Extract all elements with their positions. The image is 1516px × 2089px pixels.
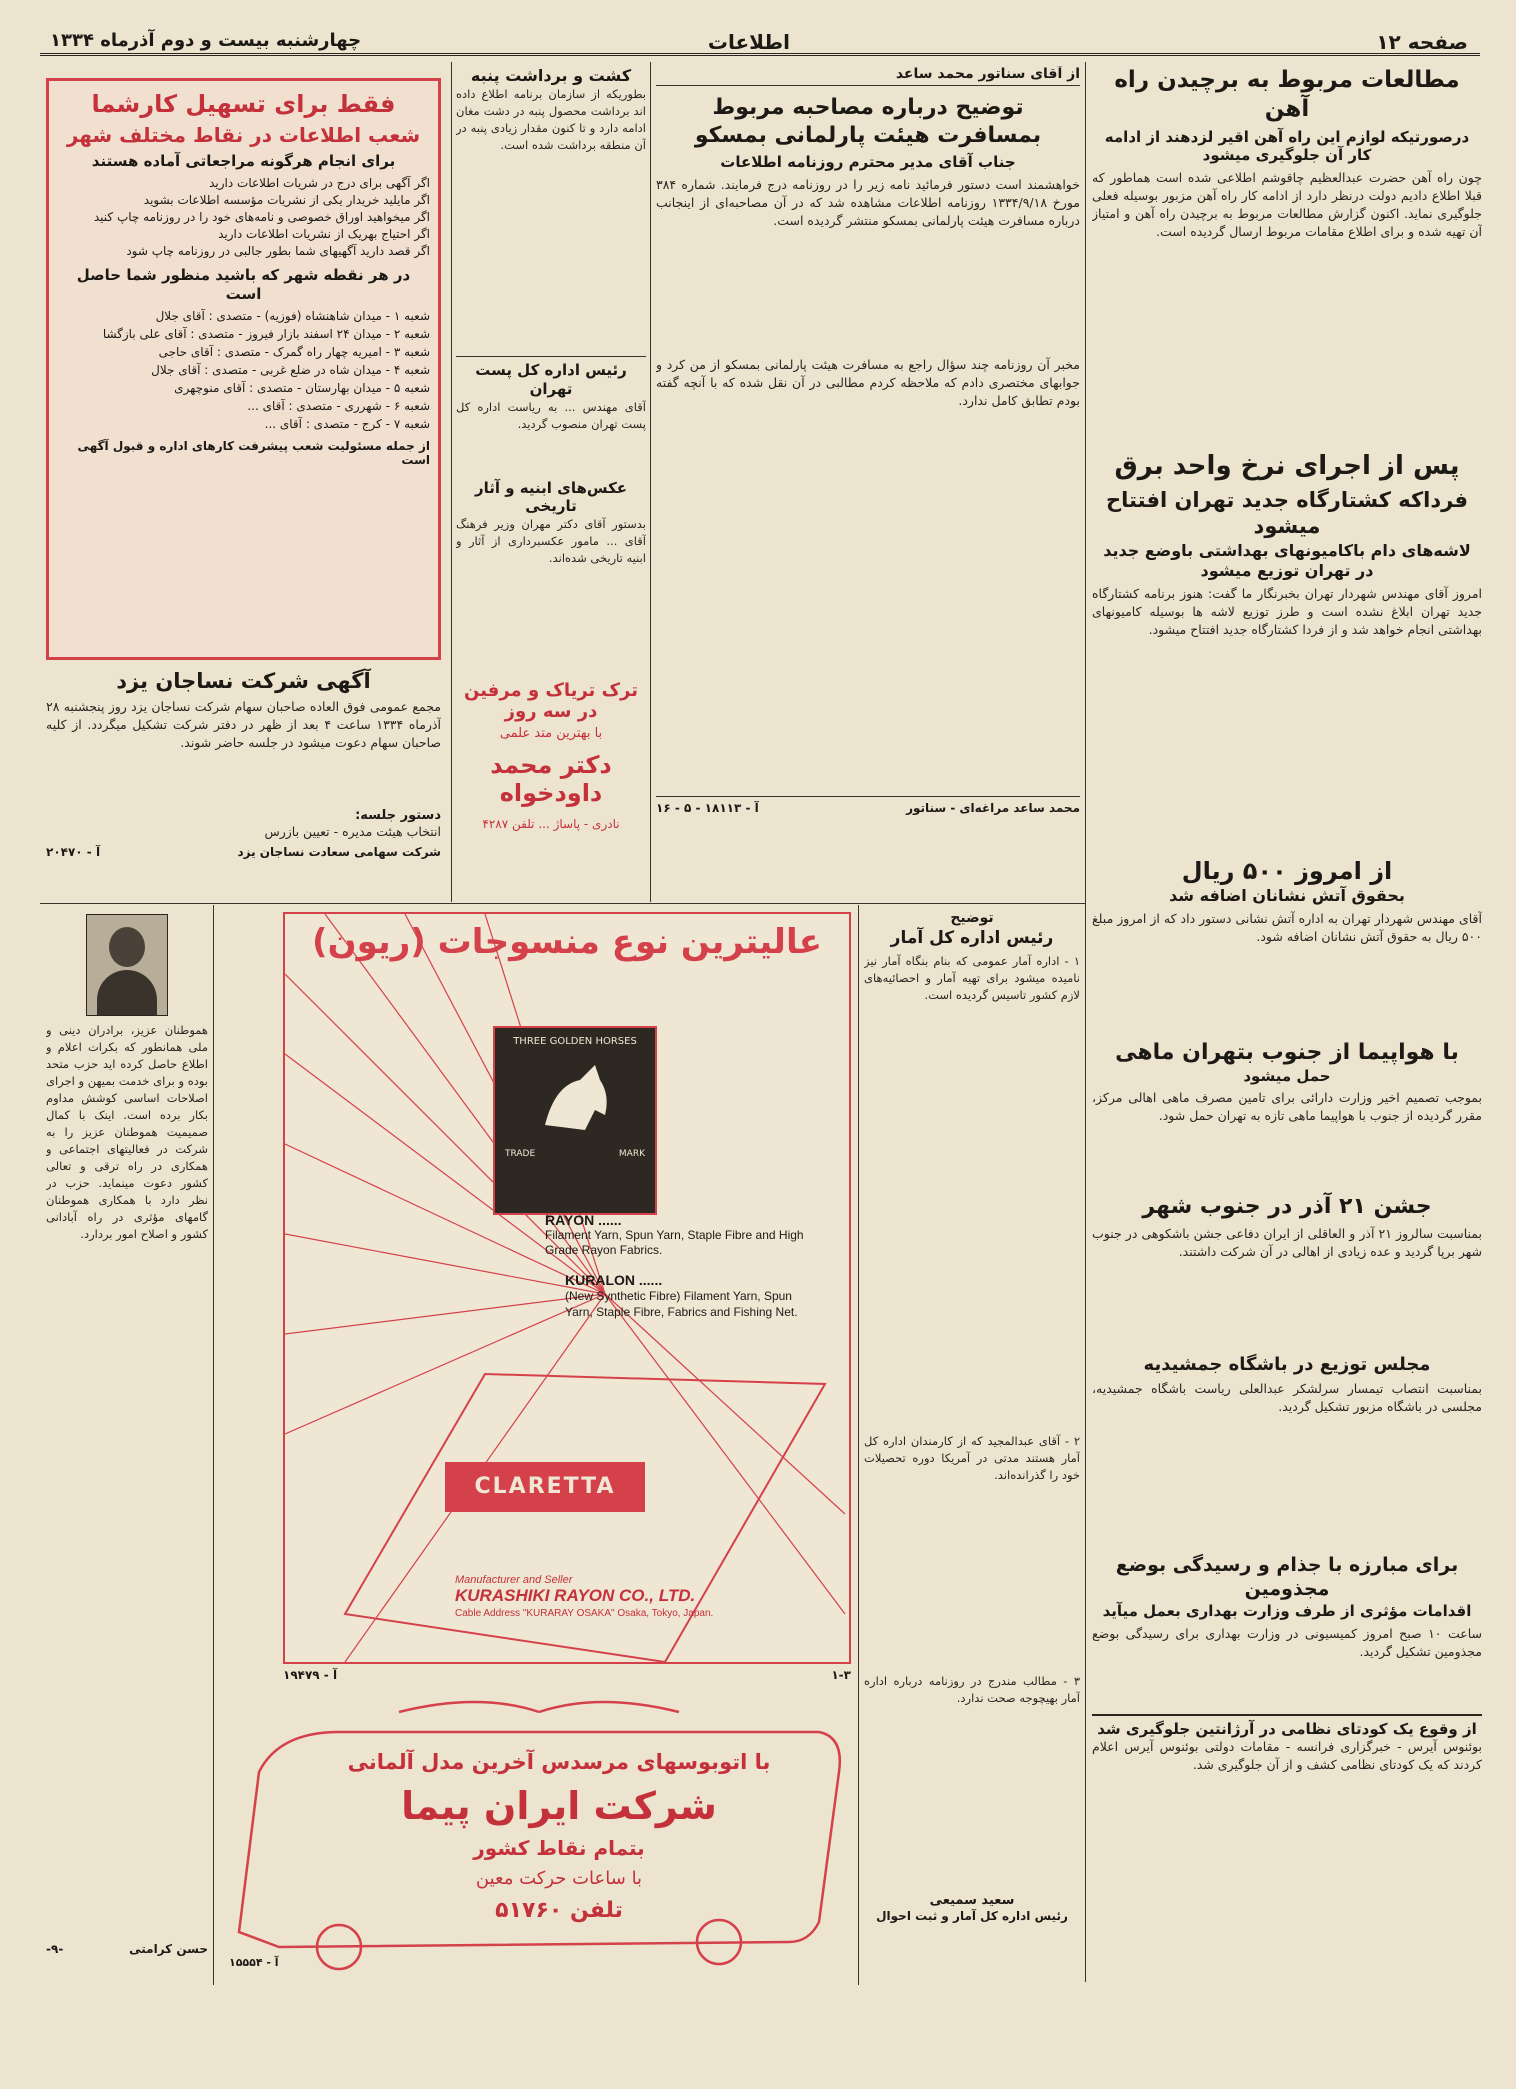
column-statistics-explanation	[864, 910, 1080, 1985]
rayon-title: عالیترین نوع منسوجات (ریون)	[312, 922, 822, 962]
party-statement-text: هموطنان عزیز، برادران دینی و ملی همانطور که بکرات اعلام و اطلاع حاصل کرده اید حزب متحد بوده و برای خدمت بمیهن و اجرای اصلاحات اساسی کوشش مداوم بکار برده است. اینک با کمال صمیمیت هموطنان عزیز را به شرکت در فعالیتهای اجتماعی و همکاری در راه ترقی و تعالی کشور دعوت مینماید. حزب در نظر دارد با همکاری هموطنان گامهای مؤثری در راه آبادانی کشور و اصلاح امور بردارد.	[46, 1023, 208, 1241]
headline-railway: مطالعات مربوط به برچیدن راه آهن	[1114, 67, 1460, 122]
notice-code: آ - ۲۰۴۷۰	[46, 845, 101, 860]
branches-ad-title: فقط برای تسهیل کارشما	[91, 90, 396, 118]
kuralon-product-block	[565, 1272, 815, 1320]
column-rule	[1085, 62, 1086, 1982]
branch-item: شعبه ۲ - میدان ۲۴ اسفند بازار فیروز - متصدی : آقای علی بازگشا	[102, 327, 430, 342]
page-number: صفحه ۱۲	[1376, 30, 1468, 54]
headline-slaughterhouse: فرداکه کشتارگاه جدید تهران افتتاح میشود	[1106, 487, 1468, 538]
explain-paragraph-1: ۱ - اداره آمار عمومی که بنام بنگاه آمار نیز نامیده میشود برای تهیه آمار و احصائیه‌های لازم کشور تاسیس گردیده است.	[864, 953, 1080, 1002]
horse-icon	[525, 1055, 625, 1145]
rayon-description: Filament Yarn, Spun Yarn, Staple Fibre and High Grade Rayon Fabrics.	[545, 1228, 804, 1257]
logo-mark-text: MARK	[618, 1149, 645, 1159]
headline-firefighters: از امروز ۵۰۰ ریال	[1181, 857, 1393, 885]
branch-item: شعبه ۵ - میدان بهارستان - متصدی : آقای منوچهری	[174, 381, 430, 396]
logo-brand-text: THREE GOLDEN HORSES	[513, 1036, 637, 1047]
branch-item: شعبه ۶ - شهرری - متصدی : آقای ...	[247, 399, 430, 414]
subhead-fish: حمل میشود	[1243, 1066, 1331, 1085]
manufacturer-cable: Cable Address "KURARAY OSAKA" Osaka, Tokyo, Japan.	[455, 1608, 714, 1619]
column-saed-letter	[656, 66, 1080, 900]
article-firefighters: آقای مهندس شهردار تهران به اداره آتش نشانی دستور داد که از امروز مبلغ ۵۰۰ ریال به حقوق آتش نشانان اضافه شود.	[1092, 911, 1482, 944]
branches-ad-footer: از جمله مسئولیت شعب پیشرفت کارهای اداره و قبول آگهی است	[77, 439, 430, 468]
notice-agenda: انتخاب هیئت مدیره - تعیین بازرس	[264, 824, 441, 840]
explain-label: توضیح	[950, 910, 994, 926]
portrait-body	[97, 970, 157, 1015]
notice-footer	[46, 845, 441, 859]
list-item: اگر احتیاج بهریک از نشریات اطلاعات دارید	[218, 226, 430, 241]
article-railway: چون راه آهن حضرت عبدالعظیم چاقوشم اطلاعی شده است هماطور که قبلا اطلاع دادیم دولت درنظر دارد از ادامه کار راه آهن مزبور بوسیله فعلی جلوگیری نماید. اکنون گزارش مطالعات مربوط به برچیدن راه آهن و امتیاز آن تهیه شده و برای اطلاع مقامات مربوط ارسال گردیده است.	[1092, 170, 1482, 239]
headline-21-azar: جشن ۲۱ آذر در جنوب شهر	[1142, 1194, 1432, 1220]
headline-leprosy: برای مبارزه با جذام و رسیدگی بوضع مجذومین	[1115, 1554, 1459, 1600]
subhead-leprosy: اقدامات مؤثری از طرف وزارت بهداری بعمل میآید	[1102, 1601, 1472, 1620]
article-21-azar: بمناسبت سالروز ۲۱ آذر و العاقلی از ایران دفاعی جشن باشکوهی در جنوب شهر برپا گردید و عده زیادی از اهالی در آن شرکت داشتند.	[1092, 1225, 1482, 1259]
bus-ad-line-4: با ساعات حرکت معین	[475, 1868, 643, 1889]
bus-company-ad	[219, 1692, 853, 1977]
kuralon-description: (New Synthetic Fibre) Filament Yarn, Spun Yarn, Staple Fibre, Fabrics and Fishing Net.	[565, 1289, 798, 1319]
column-rule	[650, 62, 651, 902]
letter-paragraph-2: مخبر آن روزنامه چند سؤال راجع به مسافرت هیئت پارلمانی بمسکو از من کرد و جوابهای مختصری دادم که ملاحظه کردم مطالبی در آن نقل شده که با آنچه گفته بودم تطابق کامل ندارد.	[656, 356, 1080, 408]
explain-signature-title: رئیس اداره کل آمار و ثبت احوال	[876, 1909, 1068, 1923]
ray-line	[285, 1294, 605, 1434]
party-signature: حسن کرامتی	[129, 1942, 208, 1956]
article-jamshidieh: بمناسبت انتصاب تیمسار سرلشکر عبدالعلی ریاست باشگاه جمشیدیه، مجلسی در باشگاه مزبور تشکیل گردید.	[1092, 1381, 1482, 1415]
branches-list	[57, 307, 430, 433]
column-party-statement	[46, 910, 208, 1985]
explain-signature: سعید سمیعی	[929, 1892, 1015, 1908]
branch-item: شعبه ۱ - میدان شاهنشاه (فوزیه) - متصدی : آقای جلال	[155, 309, 430, 324]
ad-code-left: آ - ۱۹۴۷۹	[283, 1668, 338, 1682]
portrait-head	[109, 927, 145, 967]
opium-ad-title: ترک تریاک و مرفین در سه روز	[464, 680, 638, 722]
manufacturer-block	[455, 1574, 845, 1619]
argentina-box	[1092, 1714, 1482, 1809]
column-rule	[858, 905, 859, 1985]
newspaper-name: اطلاعات	[707, 30, 790, 54]
letter-code: آ - ۱۸۱۱۳ - ۵ - ۱۶	[656, 800, 759, 815]
branches-ad-intro: برای انجام هرگونه مراجعاتی آماده هستند	[91, 152, 396, 170]
bus-ad-code: آ - ۱۵۵۵۴	[229, 1956, 279, 1969]
article-cotton: بطوریکه از سازمان برنامه اطلاع داده اند برداشت محصول پنبه در دشت مغان ادامه دارد و تا کنون مقدار زیادی پنبه در آن منطقه برداشت شده است.	[456, 87, 646, 152]
letter-signature: محمد ساعد مراغه‌ای - سناتور	[906, 800, 1080, 815]
manufacturer-name: KURASHIKI RAYON CO., LTD.	[455, 1586, 696, 1605]
article-argentina: بوئنوس آیرس - خبرگزاری فرانسه - مقامات دولتی بوئنوس آیرس اعلام کردند که یک کودتای نظامی کشف و از آن جلوگیری شد.	[1092, 1739, 1482, 1773]
branches-ad-anywhere: در هر نقطه شهر که باشید منظور شما حاصل است	[76, 265, 411, 303]
opium-ad-doctor: دکتر محمد داودخواه	[490, 751, 612, 807]
list-item: اگر میخواهید اوراق خصوصی و نامه‌های خود را در روزنامه چاپ کنید	[93, 209, 430, 224]
ad-code-right: ۱-۳	[831, 1668, 851, 1682]
issue-date: چهارشنبه بیست و دوم آذرماه ۱۳۳۴	[50, 30, 362, 51]
article-leprosy: ساعت ۱۰ صبح امروز کمیسیونی در وزارت بهداری برای رسیدگی بوضع مجذومین تشکیل گردید.	[1092, 1625, 1482, 1659]
kuralon-heading: KURALON ......	[565, 1272, 663, 1288]
subhead-firefighters: بحقوق آتش نشانان اضافه شد	[1169, 886, 1405, 905]
bus-ad-line-1: با اتوبوسهای مرسدس آخرین مدل آلمانی	[347, 1750, 771, 1774]
subhead-railway: درصورتیکه لوازم این راه آهن اقیر لزدهند از ادامه کار آن جلوگیری میشود	[1104, 127, 1470, 165]
rayon-heading: RAYON ......	[545, 1212, 622, 1228]
salutation: جناب آقای مدیر محترم روزنامه اطلاعات	[720, 153, 1016, 171]
branches-ad-subtitle: شعب اطلاعات در نقاط مختلف شهر	[66, 123, 421, 147]
bus-ad-company: شرکت ایران پیما	[401, 1784, 717, 1828]
notice-title: آگهی شرکت نساجان یزد	[116, 669, 371, 693]
headline-fish: با هواپیما از جنوب بتهران ماهی	[1115, 1040, 1459, 1065]
explain-title: رئیس اداره کل آمار	[890, 927, 1054, 948]
list-item: اگر آگهی برای درج در شریات اطلاعات دارید	[209, 175, 430, 190]
portrait-photo	[86, 914, 168, 1016]
branches-ad-list	[57, 175, 430, 260]
subhead-slaughterhouse: لاشه‌های دام باکامیونهای بهداشتی باوضع جدید در تهران توزیع میشود	[1103, 541, 1471, 580]
notice-signature: شرکت سهامی سعادت نساجان یزد	[237, 845, 441, 860]
article-slaughterhouse: امروز آقای مهندس شهردار تهران بخبرنگار ما گفت: هنوز برنامه کشتارگاه جدید تهران ابلاغ نشده است و طرز توزیع لاشه ها بوسیله کامیونهای بهداشتی انجام خواهد شد و از فردا کشتارگاه جدید افتتاح میشود.	[1092, 586, 1482, 637]
bus-ad-phone: تلفن ۵۱۷۶۰	[495, 1898, 623, 1923]
newspaper-header	[40, 28, 1480, 56]
column-rule	[451, 62, 452, 902]
manufacturer-label: Manufacturer and Seller	[455, 1574, 573, 1586]
branch-item: شعبه ۴ - میدان شاه در ضلع غربی - متصدی : آقای جلال	[151, 363, 430, 378]
article-monuments: بدستور آقای دکتر مهران وزیر فرهنگ آقای ... مامور عکسبرداری از آثار و ابنیه تاریخی شده‌اند.	[456, 517, 646, 565]
headline-argentina: از وقوع یک کودتای نظامی در آرژانتین جلوگیری شد	[1097, 1719, 1477, 1738]
yazd-textile-notice	[46, 668, 441, 900]
notice-body: مجمع عمومی فوق العاده صاحبان سهام شرکت نساجان یزد روز پنجشنبه ۲۸ آذرماه ۱۳۳۴ ساعت ۴ بعد از ظهر در دفتر شرکت تشکیل میگردد. از کلیه صاحبان سهام دعوت میشود در جلسه حاضر شوند.	[46, 699, 441, 751]
party-statement-footer	[46, 1942, 208, 1956]
opium-ad-sub: با بهترین متد علمی	[499, 726, 603, 741]
opium-ad-address: نادری - پاساژ ... تلفن ۴۲۸۷	[482, 817, 620, 831]
headline-jamshidieh: مجلس توزیع در باشگاه جمشیدیه	[1143, 1353, 1431, 1375]
headline-moscow: بمسافرت هیئت پارلمانی بمسکو	[694, 122, 1042, 148]
branch-item: شعبه ۳ - امیریه چهار راه گمرک - متصدی : آقای حاجی	[158, 345, 430, 360]
bus-drawing	[219, 1692, 853, 1977]
ray-line	[605, 1294, 845, 1614]
letter-footer	[656, 796, 1080, 815]
notice-agenda-title: دستور جلسه:	[355, 808, 441, 824]
rayon-product-block	[545, 1212, 815, 1258]
column-briefs	[456, 66, 646, 676]
rayon-ad-codes	[283, 1668, 851, 1686]
explain-paragraph-2: ۲ - آقای عبدالمجید که از کارمندان اداره کل آمار هستند مدتی در آمریکا دوره تحصیلات خود را گذرانده‌اند.	[864, 1433, 1080, 1482]
explain-paragraph-3: ۳ - مطالب مندرج در روزنامه درباره اداره آمار بهیچوجه صحت ندارد.	[864, 1673, 1080, 1705]
list-item: اگر مایلید خریدار یکی از نشریات مؤسسه اطلاعات بشوید	[143, 192, 430, 207]
headline-cotton: کشت و برداشت پنبه	[470, 66, 632, 85]
claretta-label: CLARETTA	[445, 1462, 645, 1512]
party-code: -۹-	[46, 1942, 64, 1956]
letter-paragraph-1: خواهشمند است دستور فرمائید نامه زیر را در روزنامه درج فرمایند. شماره ۳۸۴ مورخ ۱۳۳۴/۹/۱۸ روزنامه اطلاعات مشاهده شد که در آن مصاحبه‌ای از اینجانب درباره مسافرت هیئت پارلمانی بمسکو منتشر گردیده است.	[656, 176, 1080, 228]
ray-line	[285, 1294, 605, 1334]
rayon-advertisement	[283, 912, 851, 1664]
column-news-right	[1092, 66, 1482, 1986]
article-fish: بموجب تصمیم اخیر وزارت دارائی برای تامین مصرف ماهی اهالی مرکز، مقرر گردیده از جنوب با هواپیما ماهی تازه به تهران حمل شود.	[1092, 1090, 1482, 1124]
headline-electricity: پس از اجرای نرخ واحد برق	[1114, 451, 1460, 481]
branches-ad-box	[46, 78, 441, 660]
list-item: اگر قصد دارید آگهیهای شما بطور جالبی در روزنامه چاپ شود	[126, 243, 430, 258]
trademark-labels	[495, 1149, 655, 1159]
headline-explanation: توضیح درباره مصاحبه مربوط	[712, 95, 1024, 120]
opium-treatment-ad	[456, 680, 646, 880]
wing-ornament	[399, 1702, 679, 1712]
headline-post: رئیس اداره کل پست تهران	[456, 356, 646, 399]
headline-monuments: عکس‌های ابنیه و آثار تاریخی	[474, 478, 628, 516]
byline: از آقای سناتور محمد ساعد	[656, 66, 1080, 86]
article-post: آقای مهندس ... به ریاست اداره کل پست تهران منصوب گردید.	[456, 399, 646, 431]
logo-trade-text: TRADE	[505, 1149, 536, 1159]
branch-item: شعبه ۷ - کرج - متصدی : آقای ...	[264, 417, 430, 432]
column-rule	[213, 905, 214, 1985]
bus-ad-line-3: بتمام نقاط کشور	[473, 1836, 645, 1860]
section-rule	[40, 903, 1085, 904]
three-horses-logo	[493, 1026, 657, 1215]
